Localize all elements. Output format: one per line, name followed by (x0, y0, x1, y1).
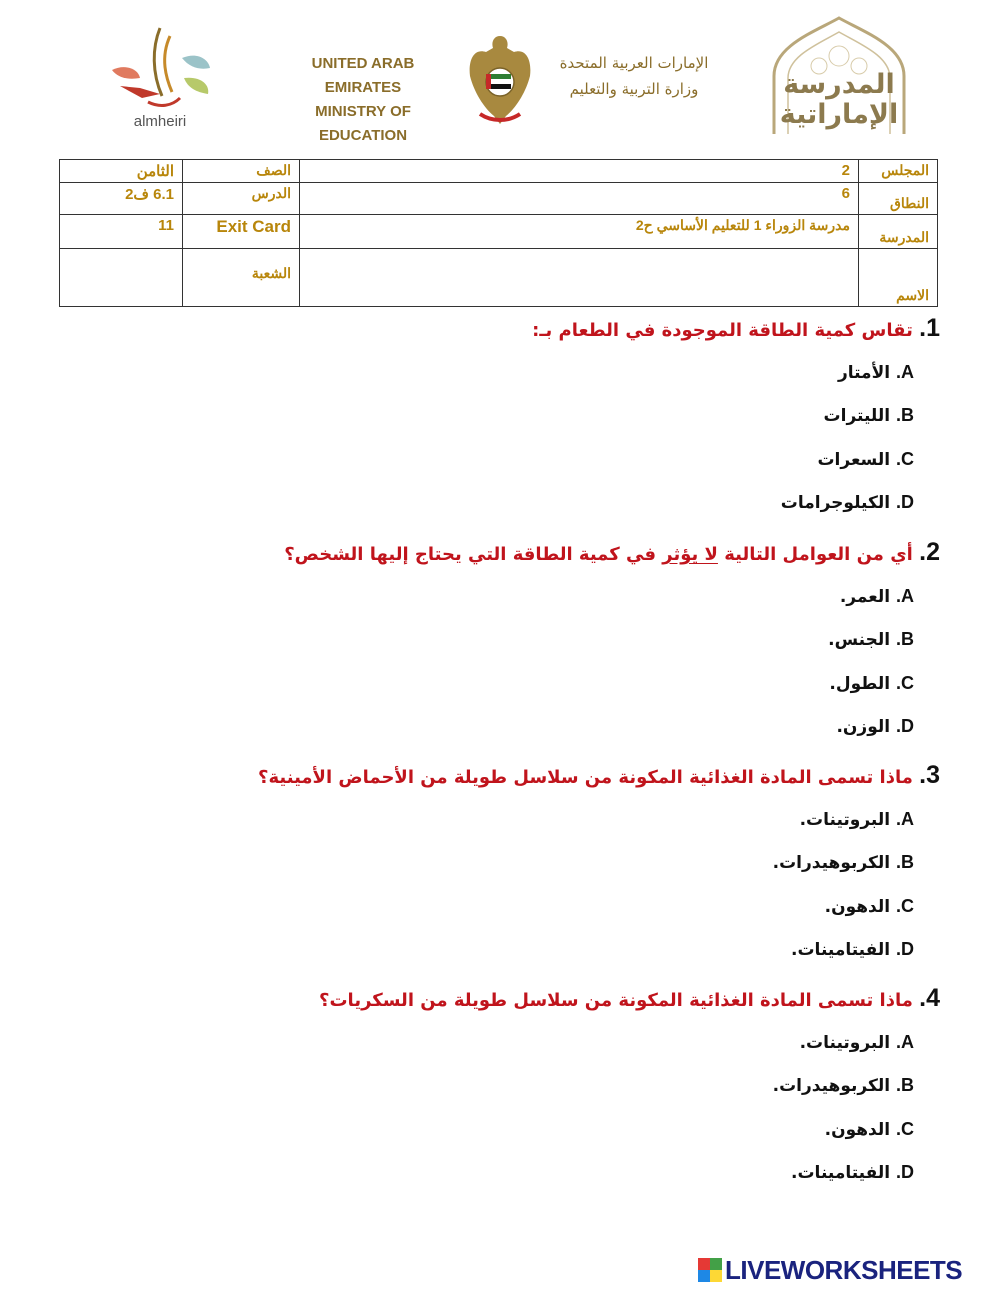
student-info-table (59, 159, 938, 307)
question-2-text-underlined: لا يؤثر (662, 544, 718, 565)
exit-card-label: Exit Card (183, 215, 300, 249)
question-2 (284, 538, 940, 567)
ministry-name-ar (540, 50, 728, 102)
almheiri-logo (100, 18, 220, 130)
ministry-en-line1: UNITED ARAB EMIRATES (311, 55, 415, 96)
q2-option-c[interactable]: C. الطول. (829, 673, 914, 694)
ministry-en-line2: MINISTRY OF EDUCATION (315, 103, 411, 144)
question-4 (319, 984, 940, 1013)
question-3-number: 3. (919, 761, 940, 789)
q4-option-b[interactable]: B. الكربوهيدرات. (772, 1075, 914, 1096)
liveworksheets-text: LIVEWORKSHEETS (725, 1254, 963, 1285)
ministry-ar-line2: وزارة التربية والتعليم (569, 80, 699, 98)
q3-option-d[interactable]: D. الفيتامينات. (791, 939, 914, 960)
question-4-text: ماذا تسمى المادة الغذائية المكونة من سلاسل طويلة من السكريات؟ (319, 990, 913, 1011)
q1-option-a[interactable]: A. الأمتار (837, 362, 914, 383)
info-row-council (60, 160, 938, 183)
q3-option-c[interactable]: C. الدهون. (824, 896, 914, 917)
liveworksheets-logo-icon (698, 1258, 722, 1282)
council-value: 2 (300, 160, 859, 183)
liveworksheets-brand[interactable] (698, 1255, 962, 1285)
school-logo-text (754, 70, 924, 130)
q1-option-c[interactable]: C. السعرات (817, 449, 914, 470)
name-label: الاسم (859, 249, 938, 307)
q4-option-a[interactable]: A. البروتينات. (799, 1032, 914, 1053)
q2-option-a[interactable]: A. العمر. (839, 586, 914, 607)
q4-option-c[interactable]: C. الدهون. (824, 1119, 914, 1140)
school-label: المدرسة (859, 215, 938, 249)
grade-value: الثامن (60, 160, 183, 183)
q1-option-b[interactable]: B. الليترات (823, 405, 914, 426)
question-3-text: ماذا تسمى المادة الغذائية المكونة من سلاسل طويلة من الأحماض الأمينية؟ (258, 767, 913, 788)
question-1-number: 1. (919, 314, 940, 342)
q3-option-a[interactable]: A. البروتينات. (799, 809, 914, 830)
q2-option-b[interactable]: B. الجنس. (828, 629, 914, 650)
question-1 (532, 314, 940, 343)
q2-option-d[interactable]: D. الوزن. (836, 716, 914, 737)
question-3 (258, 761, 940, 790)
question-1-text: تقاس كمية الطاقة الموجودة في الطعام بـ: (532, 320, 913, 341)
uae-eagle-emblem-icon (464, 30, 536, 130)
student-name-field[interactable] (300, 249, 859, 307)
almheiri-caption: almheiri (133, 113, 187, 130)
question-2-text-after: في كمية الطاقة التي يحتاج إليها الشخص؟ (284, 544, 656, 565)
info-row-name (60, 249, 938, 307)
lesson-label: الدرس (183, 183, 300, 215)
question-4-number: 4. (919, 984, 940, 1012)
school-name-value: مدرسة الزوراء 1 للتعليم الأساسي ح2 (300, 215, 859, 249)
ministry-name-en (272, 52, 454, 148)
school-logo-line2: الإماراتية (779, 99, 899, 130)
council-label: المجلس (859, 160, 938, 183)
q3-option-b[interactable]: B. الكربوهيدرات. (772, 852, 914, 873)
lesson-value: 6.1 ف2 (60, 183, 183, 215)
grade-label: الصف (183, 160, 300, 183)
info-row-school (60, 215, 938, 249)
q4-option-d[interactable]: D. الفيتامينات. (791, 1162, 914, 1183)
ministry-ar-line1: الإمارات العربية المتحدة (559, 54, 709, 72)
info-row-domain (60, 183, 938, 215)
q1-option-d[interactable]: D. الكيلوجرامات (780, 492, 914, 513)
question-2-text-before: أي من العوامل التالية (724, 544, 913, 565)
question-2-number: 2. (919, 538, 940, 566)
school-logo-line1: المدرسة (783, 69, 895, 100)
section-number-value: 11 (60, 215, 183, 249)
division-label: الشعبة (183, 249, 300, 307)
domain-value: 6 (300, 183, 859, 215)
division-value-field[interactable] (60, 249, 183, 307)
domain-label: النطاق (859, 183, 938, 215)
